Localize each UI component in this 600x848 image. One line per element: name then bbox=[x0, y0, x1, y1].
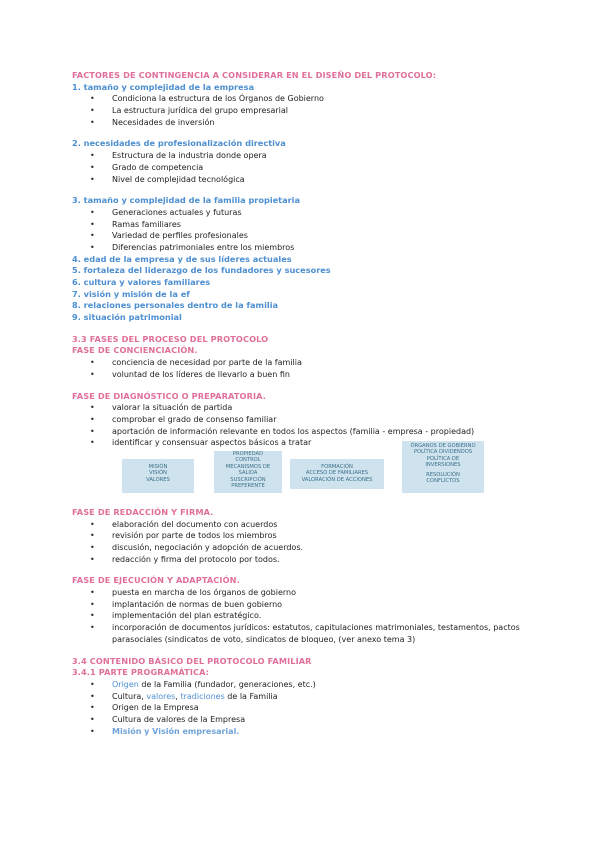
factor-9-heading: 9. situación patrimonial bbox=[72, 312, 182, 323]
list-item: • implantación de normas de buen gobierno bbox=[72, 599, 542, 611]
content-subtitle: 3.4.1 PARTE PROGRAMÁTICA: bbox=[72, 667, 210, 678]
list-item: • Cultura, valores, tradiciones de la Familia bbox=[72, 691, 542, 703]
list-item: • Generaciones actuales y futuras bbox=[72, 207, 542, 219]
factor-2-heading: 2. necesidades de profesionalización directiva bbox=[72, 138, 286, 149]
list-item: • Cultura de valores de la Empresa bbox=[72, 714, 542, 726]
list-item: • Necesidades de inversión bbox=[72, 117, 542, 129]
list-item: • Origen de la Familia (fundador, generaciones, etc.) bbox=[72, 679, 542, 691]
phase-2-heading: FASE DE DIAGNÓSTICO O PREPARATORIA. bbox=[72, 390, 266, 401]
list-item: • conciencia de necesidad por parte de la familia bbox=[72, 357, 542, 369]
diagram-box-training: FORMACIÓN ACCESO DE FAMILIARES VALORACIÓN DE ACCIONES bbox=[290, 459, 384, 489]
phase-1-list bbox=[72, 357, 542, 380]
list-item bbox=[72, 726, 542, 738]
list-item: • aportación de información relevante en todos los aspectos (familia - empresa - propiedad) bbox=[72, 426, 542, 438]
list-item: • implementación del plan estratégico. bbox=[72, 610, 542, 622]
list-item: • Diferencias patrimoniales entre los miembros bbox=[72, 242, 542, 254]
phase-3-list bbox=[72, 519, 542, 566]
content-title: 3.4 CONTENIDO BÁSICO DEL PROTOCOLO FAMILIAR bbox=[72, 655, 312, 666]
document-page bbox=[72, 70, 542, 737]
list-item: • revisión por parte de todos los miembros bbox=[72, 530, 542, 542]
phase-4-heading: FASE DE EJECUCIÓN Y ADAPTACIÓN. bbox=[72, 575, 240, 586]
factor-4-heading: 4. edad de la empresa y de sus líderes actuales bbox=[72, 253, 292, 264]
highlight-origin: Origen bbox=[112, 679, 139, 689]
list-item: • comprobar el grado de consenso familiar bbox=[72, 414, 542, 426]
list-item: • redacción y firma del protocolo por todos. bbox=[72, 554, 542, 566]
diagram-box-mission: MISIÓN VISIÓN VALORES bbox=[122, 459, 194, 493]
list-item: • Grado de competencia bbox=[72, 162, 542, 174]
list-item: • elaboración del documento con acuerdos bbox=[72, 519, 542, 531]
phase-1-heading: FASE DE CONCIENCIACIÓN. bbox=[72, 345, 198, 356]
diagram-box-governance: ÓRGANOS DE GOBIERNO POLÍTICA DIVIDENDOS POLÍTICA DE INVERSIONES RESOLUCIÓN CONFLICTOS bbox=[402, 441, 484, 493]
factor-3-list bbox=[72, 207, 542, 254]
factor-6-heading: 6. cultura y valores familiares bbox=[72, 277, 211, 287]
list-item: • Nivel de complejidad tecnológica bbox=[72, 174, 542, 186]
phase-3-heading: FASE DE REDACCIÓN Y FIRMA. bbox=[72, 506, 214, 517]
list-item: • Variedad de perfiles profesionales bbox=[72, 230, 542, 242]
phase-4-list bbox=[72, 587, 542, 645]
diagram-box-property: PROPIEDAD CONTROL MECANISMOS DE SALIDA SUSCRIPCIÓN PREFERENTE bbox=[214, 451, 282, 493]
highlight-values: valores bbox=[146, 691, 176, 701]
list-item: • Estructura de la industria donde opera bbox=[72, 150, 542, 162]
factors-title: FACTORES DE CONTINGENCIA A CONSIDERAR EN EL DISEÑO DEL PROTOCOLO: bbox=[72, 70, 437, 80]
factor-8-heading: 8. relaciones personales dentro de la familia bbox=[72, 300, 279, 311]
list-item: • voluntad de los líderes de llevarlo a buen fin bbox=[72, 369, 542, 381]
factor-1-list bbox=[72, 93, 542, 128]
highlight-traditions: tradiciones bbox=[180, 691, 225, 701]
list-item: • discusión, negociación y adopción de acuerdos. bbox=[72, 542, 542, 554]
factor-1-heading: 1. tamaño y complejidad de la empresa bbox=[72, 81, 254, 92]
phases-title: 3.3 FASES DEL PROCESO DEL PROTOCOLO bbox=[72, 333, 269, 344]
list-item: • incorporación de documentos jurídicos: estatutos, capitulaciones matrimoniales, testamentos, pactos parasociales (sindicatos de voto, sindicatos de bloqueo, (ver anexo tema 3) bbox=[72, 622, 550, 645]
factor-7-heading: 7. visión y misión de la ef bbox=[72, 288, 190, 299]
list-item: • La estructura jurídica del grupo empresarial bbox=[72, 105, 542, 117]
factor-3-heading: 3. tamaño y complejidad de la familia propietaria bbox=[72, 195, 300, 206]
factor-5-heading: 5. fortaleza del liderazgo de los fundadores y sucesores bbox=[72, 265, 331, 276]
factor-2-list bbox=[72, 150, 542, 185]
list-item: • identificar y consensuar aspectos básicos a tratar bbox=[72, 437, 542, 449]
list-item: • valorar la situación de partida bbox=[72, 402, 542, 414]
content-list bbox=[72, 679, 542, 737]
list-item: • puesta en marcha de los órganos de gobierno bbox=[72, 587, 542, 599]
list-item: • Origen de la Empresa bbox=[72, 702, 542, 714]
list-item: • Condiciona la estructura de los Órganos de Gobierno bbox=[72, 93, 542, 105]
highlight-mission: Misión y Visión empresarial. bbox=[112, 726, 240, 736]
list-item: • Ramas familiares bbox=[72, 219, 542, 231]
